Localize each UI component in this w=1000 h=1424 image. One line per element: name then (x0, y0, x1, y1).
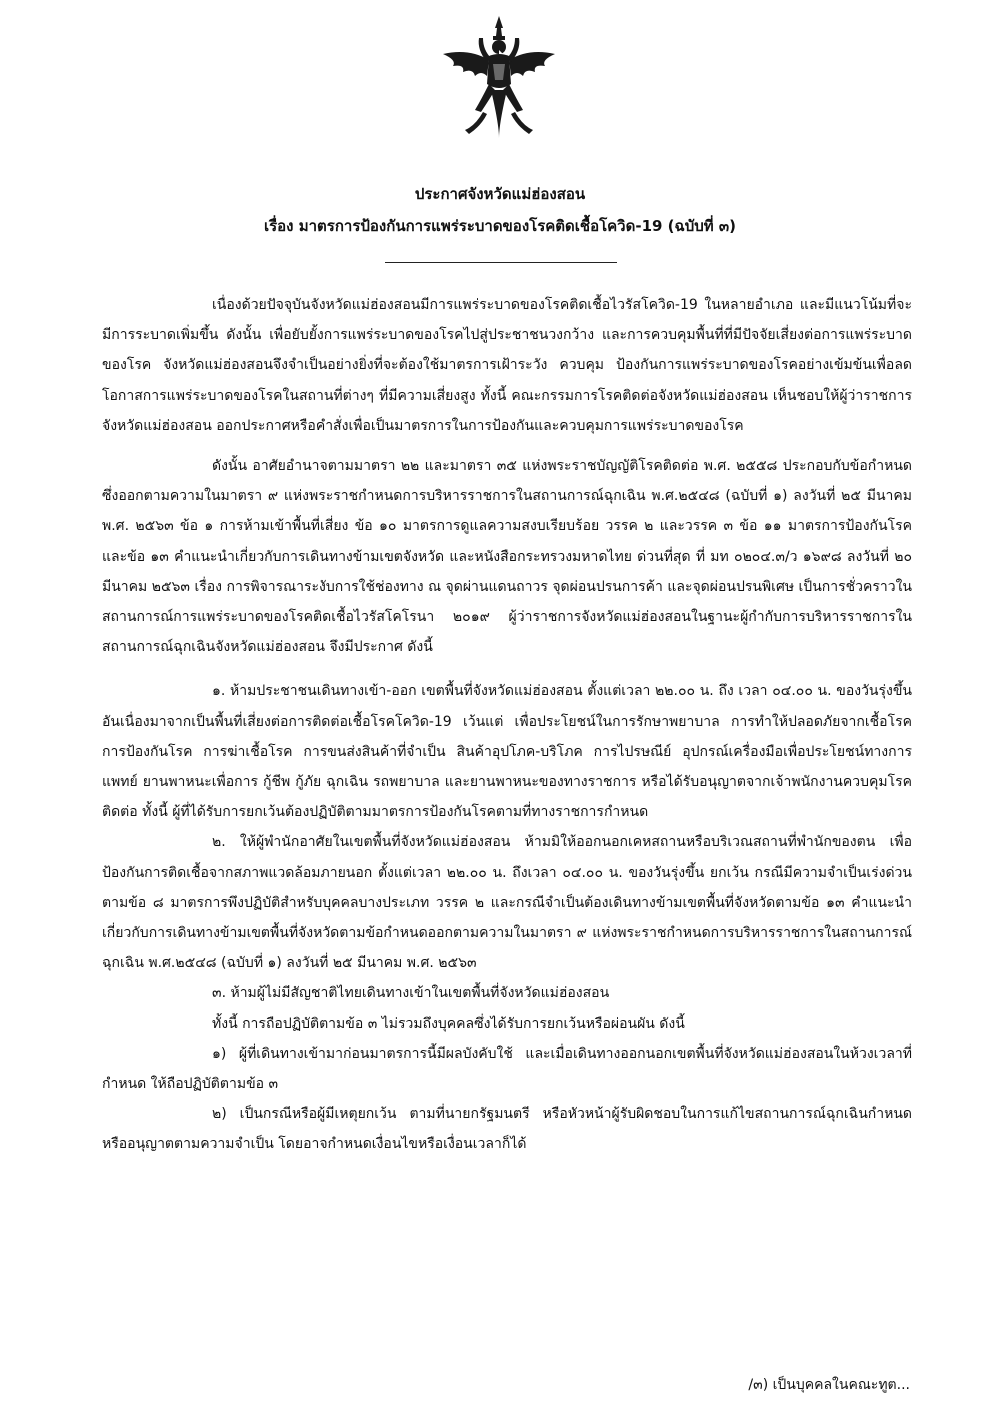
garuda-emblem-icon (435, 14, 563, 142)
measure-item-1: ๑. ห้ามประชาชนเดินทางเข้า-ออก เขตพื้นที่จังหวัดแม่ฮ่องสอน ตั้งแต่เวลา ๒๒.๐๐ น. ถึง เวลา ๐๔.๐๐ น. ของวันรุ่งขึ้น อันเนื่องมาจากเป็นพื้นที่เสี่ยงต่อการติดต่อเชื้อโรคโควิด-19 เว้นแต่ เพื่อประโยชน์ในการรักษาพยาบาล การทำให้ปลอดภัยจากเชื้อโรค การป้องกันโรค การฆ่าเชื้อโรค การขนส่งสินค้าที่จำเป็น สินค้าอุปโภค-บริโภค การไปรษณีย์ อุปกรณ์เครื่องมือเพื่อประโยชน์ทางการแพทย์ ยานพาหนะเพื่อการ กู้ชีพ กู้ภัย ฉุกเฉิน รถพยาบาล และยานพาหนะของทางราชการ หรือได้รับอนุญาตจากเจ้าพนักงานควบคุมโรคติดต่อ ทั้งนี้ ผู้ที่ได้รับการยกเว้นต้องปฏิบัติตามมาตรการป้องกันโรคตามที่ทางราชการกำหนด (102, 683, 912, 821)
measure-item-3: ๓. ห้ามผู้ไม่มีสัญชาติไทยเดินทางเข้าในเขตพื้นที่จังหวัดแม่ฮ่องสอน (212, 985, 610, 1002)
document-body (102, 290, 912, 1160)
exemption-intro: ทั้งนี้ การถือปฏิบัติตามข้อ ๓ ไม่รวมถึงบุคคลซึ่งได้รับการยกเว้นหรือผ่อนผัน ดังนี้ (212, 1015, 685, 1032)
measure-item-2: ๒. ให้ผู้พำนักอาศัยในเขตพื้นที่จังหวัดแม่ฮ่องสอน ห้ามมิให้ออกนอกเคหสถานหรือบริเวณสถานที่พำนักของตน เพื่อป้องกันการติดเชื้อจากสภาพแวดล้อมภายนอก ตั้งแต่เวลา ๒๒.๐๐ น. ถึงเวลา ๐๔.๐๐ น. ของวันรุ่งขึ้น ยกเว้น กรณีมีความจำเป็นเร่งด่วนตามข้อ ๘ มาตรการพึงปฏิบัติสำหรับบุคคลบางประเภท วรรค ๒ และกรณีจำเป็นต้องเดินทางข้ามเขตพื้นที่จังหวัดตามข้อ ๑๓ คำแนะนำเกี่ยวกับการเดินทางข้ามเขตพื้นที่จังหวัดตามข้อกำหนดออกตามความในมาตรา ๙ แห่งพระราชกำหนดการบริหารราชการในสถานการณ์ฉุกเฉิน พ.ศ.๒๕๔๘ (ฉบับที่ ๑) ลงวันที่ ๒๕ มีนาคม พ.ศ. ๒๕๖๓ (102, 834, 912, 972)
announcement-subject: เรื่อง มาตรการป้องกันการแพร่ระบาดของโรคติดเชื้อโควิด-19 (ฉบับที่ ๓) (263, 217, 737, 235)
title-divider (385, 262, 617, 263)
continuation-note: /๓) เป็นบุคคลในคณะทูต... (748, 1377, 910, 1393)
paragraph-authority: ดังนั้น อาศัยอำนาจตามมาตรา ๒๒ และมาตรา ๓๕ แห่งพระราชบัญญัติโรคติดต่อ พ.ศ. ๒๕๕๘ ประกอบกับข้อกำหนดซึ่งออกตามความในมาตรา ๙ แห่งพระราชกำหนดการบริหารราชการในสถานการณ์ฉุกเฉิน พ.ศ.๒๕๔๘ (ฉบับที่ ๑) ลงวันที่ ๒๕ มีนาคม พ.ศ. ๒๕๖๓ ข้อ ๑ การห้ามเข้าพื้นที่เสี่ยง ข้อ ๑๐ มาตรการดูแลความสงบเรียบร้อย วรรค ๒ และวรรค ๓ ข้อ ๑๑ มาตรการป้องกันโรค และข้อ ๑๓ คำแนะนำเกี่ยวกับการเดินทางข้ามเขตจังหวัด และหนังสือกระทรวงมหาดไทย ด่วนที่สุด ที่ มท ๐๒๐๔.๓/ว ๑๖๙๘ ลงวันที่ ๒๐ มีนาคม ๒๕๖๓ เรื่อง การพิจารณาระงับการใช้ช่องทาง ณ จุดผ่านแดนถาวร จุดผ่อนปรนการค้า และจุดผ่อนปรนพิเศษ เป็นการชั่วคราวในสถานการณ์การแพร่ระบาดของโรคติดเชื้อไวรัสโคโรนา ๒๐๑๙ ผู้ว่าราชการจังหวัดแม่ฮ่องสอนในฐานะผู้กำกับการบริหารราชการในสถานการณ์ฉุกเฉินจังหวัดแม่ฮ่องสอน จึงมีประกาศ ดังนี้ (102, 458, 912, 656)
paragraph-intro: เนื่องด้วยปัจจุบันจังหวัดแม่ฮ่องสอนมีการแพร่ระบาดของโรคติดเชื้อไวรัสโควิด-19 ในหลายอำเภอ และมีแนวโน้มที่จะมีการระบาดเพิ่มขึ้น ดังนั้น เพื่อยับยั้งการแพร่ระบาดของโรคไปสู่ประชาชนวงกว้าง และการควบคุมพื้นที่ที่มีปัจจัยเสี่ยงต่อการแพร่ระบาดของโรค จังหวัดแม่ฮ่องสอนจึงจำเป็นอย่างยิ่งที่จะต้องใช้มาตรการเฝ้าระวัง ควบคุม ป้องกันการแพร่ระบาดของโรคอย่างเข้มข้นเพื่อลดโอกาสการแพร่ระบาดของโรคในสถานที่ต่างๆ ที่มีความเสี่ยงสูง ทั้งนี้ คณะกรรมการโรคติดต่อจังหวัดแม่ฮ่องสอน เห็นชอบให้ผู้ว่าราชการจังหวัดแม่ฮ่องสอน ออกประกาศหรือคำสั่งเพื่อเป็นมาตรการในการป้องกันและควบคุมการแพร่ระบาดของโรค (102, 297, 912, 434)
exemption-item-2: ๒) เป็นกรณีหรือผู้มีเหตุยกเว้น ตามที่นายกรัฐมนตรี หรือหัวหน้าผู้รับผิดชอบในการแก้ไขสถานการณ์ฉุกเฉินกำหนด หรืออนุญาตตามความจำเป็น โดยอาจกำหนดเงื่อนไขหรือเงื่อนเวลาก็ได้ (102, 1106, 912, 1153)
exemption-item-1: ๑) ผู้ที่เดินทางเข้ามาก่อนมาตรการนี้มีผลบังคับใช้ และเมื่อเดินทางออกนอกเขตพื้นที่จังหวัดแม่ฮ่องสอนในห้วงเวลาที่กำหนด ให้ถือปฏิบัติตามข้อ ๓ (102, 1045, 912, 1093)
announcement-title: ประกาศจังหวัดแม่ฮ่องสอน (414, 185, 586, 203)
